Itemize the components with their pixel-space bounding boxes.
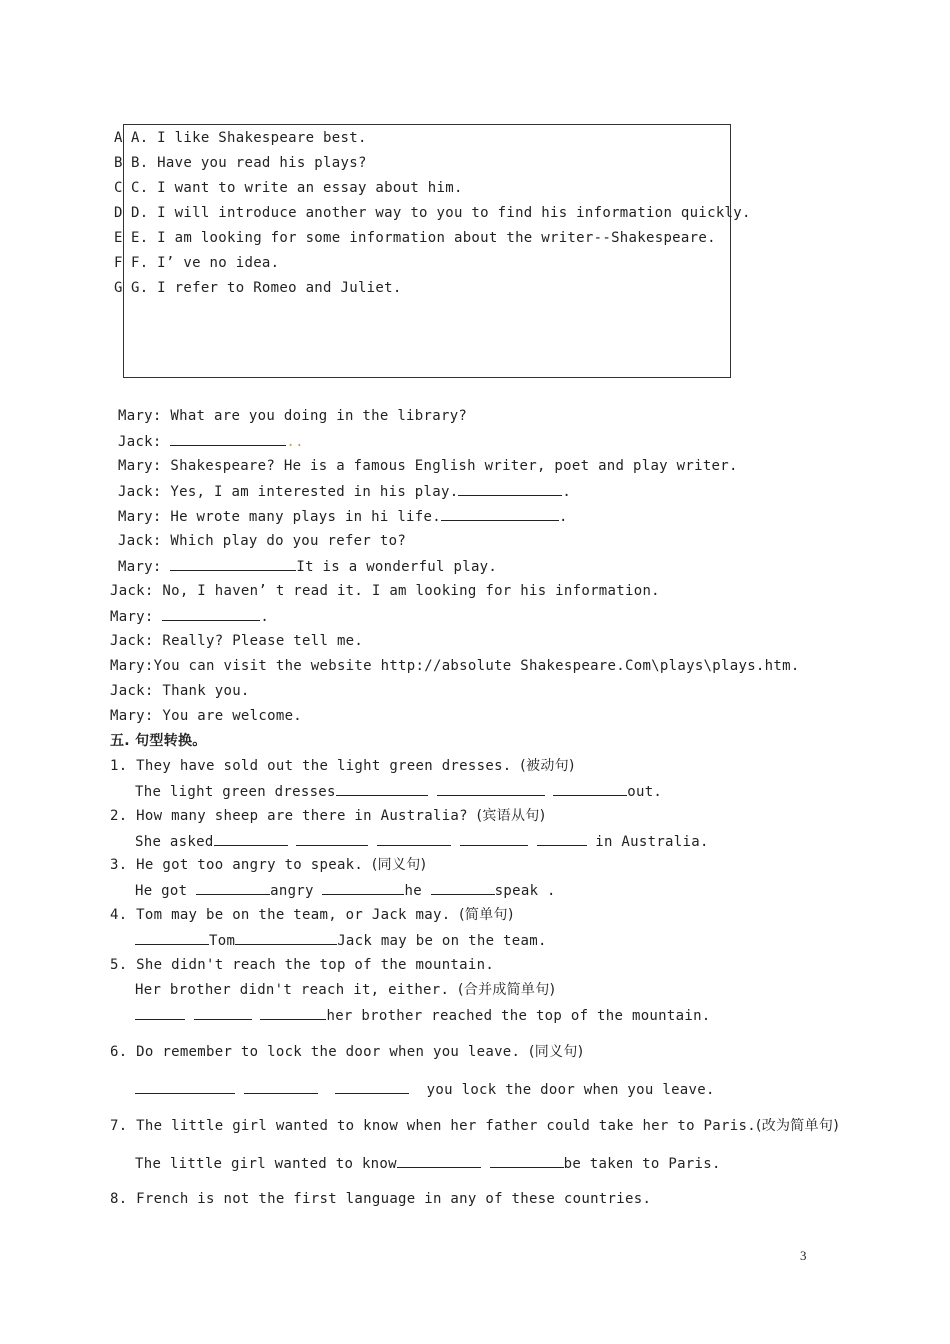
dialogue-line: Jack: Which play do you refer to? <box>118 533 407 549</box>
answer-blank[interactable] <box>235 930 337 945</box>
answer-blank[interactable] <box>377 831 451 846</box>
answer-blank[interactable] <box>135 1079 235 1094</box>
dialogue-line: Mary: What are you doing in the library? <box>118 408 468 424</box>
answer-blank[interactable] <box>296 831 368 846</box>
dialogue-line: Jack: Yes, I am interested in his play. . <box>118 481 571 502</box>
answer-4: Tom Jack may be on the team. <box>135 930 547 951</box>
dialogue-line: Jack: No, I haven’ t read it. I am looking for his information. <box>110 583 660 599</box>
answer-blank[interactable] <box>336 781 428 796</box>
option-ghost-letter: F <box>114 255 123 271</box>
answer-blank[interactable] <box>441 506 559 521</box>
answer-blank[interactable] <box>437 781 545 796</box>
answer-blank[interactable] <box>194 1005 252 1020</box>
answer-blank[interactable] <box>490 1153 564 1168</box>
option-c: C. I want to write an essay about him. <box>131 180 463 196</box>
question-5: 5. She didn't reach the top of the mountain. <box>110 957 495 973</box>
answer-7: The little girl wanted to know be taken to Paris. <box>135 1153 721 1174</box>
answer-1: The light green dresses out. <box>135 781 662 802</box>
dialogue-line: Mary:You can visit the website http://absolute Shakespeare.Com\plays\plays.htm. <box>110 658 800 674</box>
answer-blank[interactable] <box>537 831 587 846</box>
answer-blank[interactable] <box>458 481 562 496</box>
option-ghost-letter: D <box>114 205 123 221</box>
question-2: 2. How many sheep are there in Australia? (宾语从句) <box>110 808 546 824</box>
answer-blank[interactable] <box>170 431 286 446</box>
answer-blank[interactable] <box>170 556 296 571</box>
option-ghost-letter: G <box>114 280 123 296</box>
answer-blank[interactable] <box>244 1079 318 1094</box>
dialogue-line: Jack: .. <box>118 431 304 452</box>
answer-blank[interactable] <box>397 1153 481 1168</box>
section-title: 五. 句型转换。 <box>110 733 207 749</box>
option-f: F. I’ ve no idea. <box>131 255 280 271</box>
answer-blank[interactable] <box>553 781 627 796</box>
answer-blank[interactable] <box>135 930 209 945</box>
answer-5: her brother reached the top of the mountain. <box>135 1005 711 1026</box>
answer-blank[interactable] <box>335 1079 409 1094</box>
question-1: 1. They have sold out the light green dresses. (被动句) <box>110 758 575 774</box>
option-e: E. I am looking for some information about the writer--Shakespeare. <box>131 230 716 246</box>
question-4: 4. Tom may be on the team, or Jack may. (简单句) <box>110 907 514 923</box>
option-ghost-letter: E <box>114 230 123 246</box>
option-d: D. I will introduce another way to you to find his information quickly. <box>131 205 751 221</box>
dialogue-line: Mary: Shakespeare? He is a famous English writer, poet and play writer. <box>118 458 738 474</box>
answer-blank[interactable] <box>260 1005 326 1020</box>
option-g: G. I refer to Romeo and Juliet. <box>131 280 402 296</box>
option-a: A. I like Shakespeare best. <box>131 130 367 146</box>
option-b: B. Have you read his plays? <box>131 155 367 171</box>
question-7: 7. The little girl wanted to know when her father could take her to Paris.(改为简单句) <box>110 1118 839 1134</box>
dialogue-line: Mary: You are welcome. <box>110 708 303 724</box>
answer-2: She asked in Australia. <box>135 831 709 852</box>
dialogue-line: Mary: . <box>110 606 269 627</box>
question-5b: Her brother didn't reach it, either. (合并成简单句) <box>135 982 556 998</box>
answer-blank[interactable] <box>322 880 404 895</box>
page-number: 3 <box>800 1248 807 1263</box>
answer-blank[interactable] <box>135 1005 185 1020</box>
answer-blank[interactable] <box>431 880 495 895</box>
answer-blank[interactable] <box>196 880 270 895</box>
option-ghost-letter: A <box>114 130 123 146</box>
answer-3: He got angry he speak . <box>135 880 556 901</box>
option-ghost-letter: C <box>114 180 123 196</box>
dialogue-line: Mary: It is a wonderful play. <box>118 556 497 577</box>
question-3: 3. He got too angry to speak. (同义句) <box>110 857 427 873</box>
question-6: 6. Do remember to lock the door when you leave. (同义句) <box>110 1044 584 1060</box>
answer-blank[interactable] <box>460 831 528 846</box>
answer-blank[interactable] <box>162 606 260 621</box>
dialogue-line: Jack: Thank you. <box>110 683 250 699</box>
dialogue-line: Jack: Really? Please tell me. <box>110 633 364 649</box>
answer-blank[interactable] <box>214 831 288 846</box>
option-ghost-letter: B <box>114 155 123 171</box>
dialogue-line: Mary: He wrote many plays in hi life. . <box>118 506 568 527</box>
question-8: 8. French is not the first language in any of these countries. <box>110 1191 652 1207</box>
answer-6: you lock the door when you leave. <box>135 1079 715 1100</box>
